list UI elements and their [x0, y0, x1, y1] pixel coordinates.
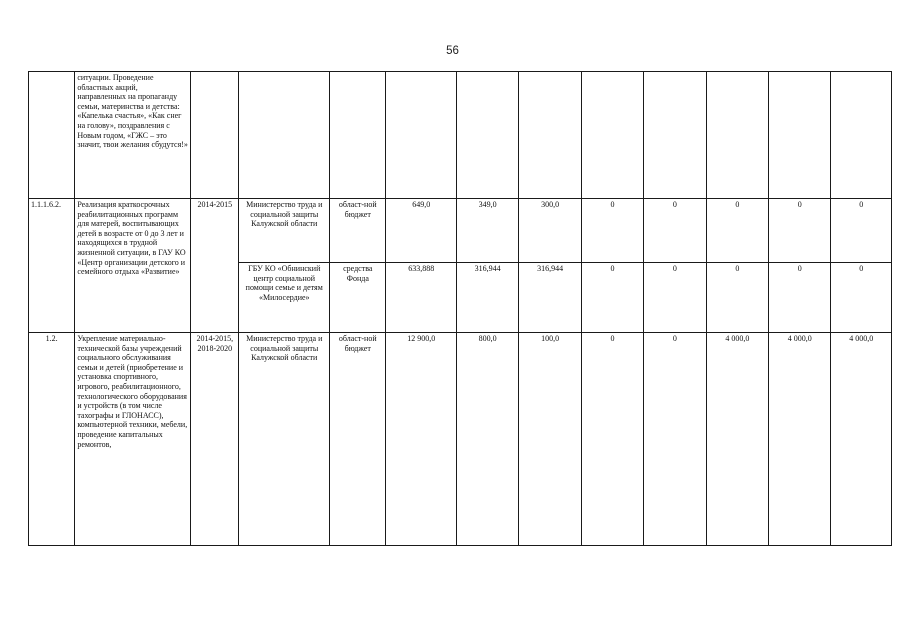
cell-value: 0	[831, 199, 892, 263]
cell-value: 300,0	[519, 199, 581, 263]
cell-value: 100,0	[519, 333, 581, 546]
cell-executor: ГБУ КО «Обнинский центр социальной помощи семье и детям «Милосердие»	[239, 263, 330, 333]
cell-executor: Министерство труда и социальной защиты Калужской области	[239, 199, 330, 263]
cell-value	[456, 72, 518, 199]
cell-executor	[239, 72, 330, 199]
cell-value: 0	[831, 263, 892, 333]
cell-years: 2014-2015	[191, 199, 239, 333]
cell-source: средства Фонда	[330, 263, 386, 333]
table-row-1-1-1-6-2-a	[29, 199, 892, 263]
cell-value: 800,0	[456, 333, 518, 546]
cell-source	[330, 72, 386, 199]
cell-value: 349,0	[456, 199, 518, 263]
cell-value: 0	[644, 263, 706, 333]
cell-value: 12 900,0	[386, 333, 456, 546]
cell-years: 2014-2015, 2018-2020	[191, 333, 239, 546]
cell-executor: Министерство труда и социальной защиты Калужской области	[239, 333, 330, 546]
cell-value: 0	[581, 199, 643, 263]
cell-value: 0	[644, 333, 706, 546]
table-row-1-2	[29, 333, 892, 546]
cell-value	[386, 72, 456, 199]
cell-value: 0	[706, 263, 768, 333]
cell-value: 4 000,0	[769, 333, 831, 546]
cell-value: 0	[706, 199, 768, 263]
cell-num: 1.2.	[29, 333, 75, 546]
cell-num: 1.1.1.6.2.	[29, 199, 75, 333]
cell-value: 0	[581, 263, 643, 333]
cell-value: 0	[769, 199, 831, 263]
cell-value: 316,944	[456, 263, 518, 333]
cell-value: 4 000,0	[831, 333, 892, 546]
cell-value: 649,0	[386, 199, 456, 263]
cell-value	[644, 72, 706, 199]
cell-value: 0	[644, 199, 706, 263]
cell-num	[29, 72, 75, 199]
cell-value	[519, 72, 581, 199]
cell-event: Реализация краткосрочных реабилитационных программ для матерей, воспитывающих детей в возрасте от 0 до 3 лет и находящихся в трудной жизненной ситуации, в ГАУ КО «Центр организации детского и семейного отдыха «Развитие»	[75, 199, 191, 333]
cell-value: 4 000,0	[706, 333, 768, 546]
cell-value	[769, 72, 831, 199]
table-row-continuation	[29, 72, 892, 199]
cell-years	[191, 72, 239, 199]
cell-value	[831, 72, 892, 199]
cell-value: 316,944	[519, 263, 581, 333]
cell-value: 0	[581, 333, 643, 546]
cell-source: област-ной бюджет	[330, 333, 386, 546]
cell-event: Укрепление материально-технической базы учреждений социального обслуживания семьи и детей (приобретение и установка спортивного, игрового, реабилитационного, технологического оборудования и устройств (в том числе тахографы и ГЛОНАСС), компьютерной техники, мебели, проведение капитальных ремонтов,	[75, 333, 191, 546]
cell-value: 633,888	[386, 263, 456, 333]
program-table	[28, 71, 892, 546]
cell-value	[581, 72, 643, 199]
cell-event: ситуации. Проведение областных акций, направленных на пропаганду семьи, материнства и детства: «Капелька счастья», «Как снег на голову», поздравления с Новым годом, «ГЖС – это значит, твои желания сбудутся!»	[75, 72, 191, 199]
cell-value: 0	[769, 263, 831, 333]
cell-source: област-ной бюджет	[330, 199, 386, 263]
page-number: 56	[446, 45, 459, 57]
cell-value	[706, 72, 768, 199]
